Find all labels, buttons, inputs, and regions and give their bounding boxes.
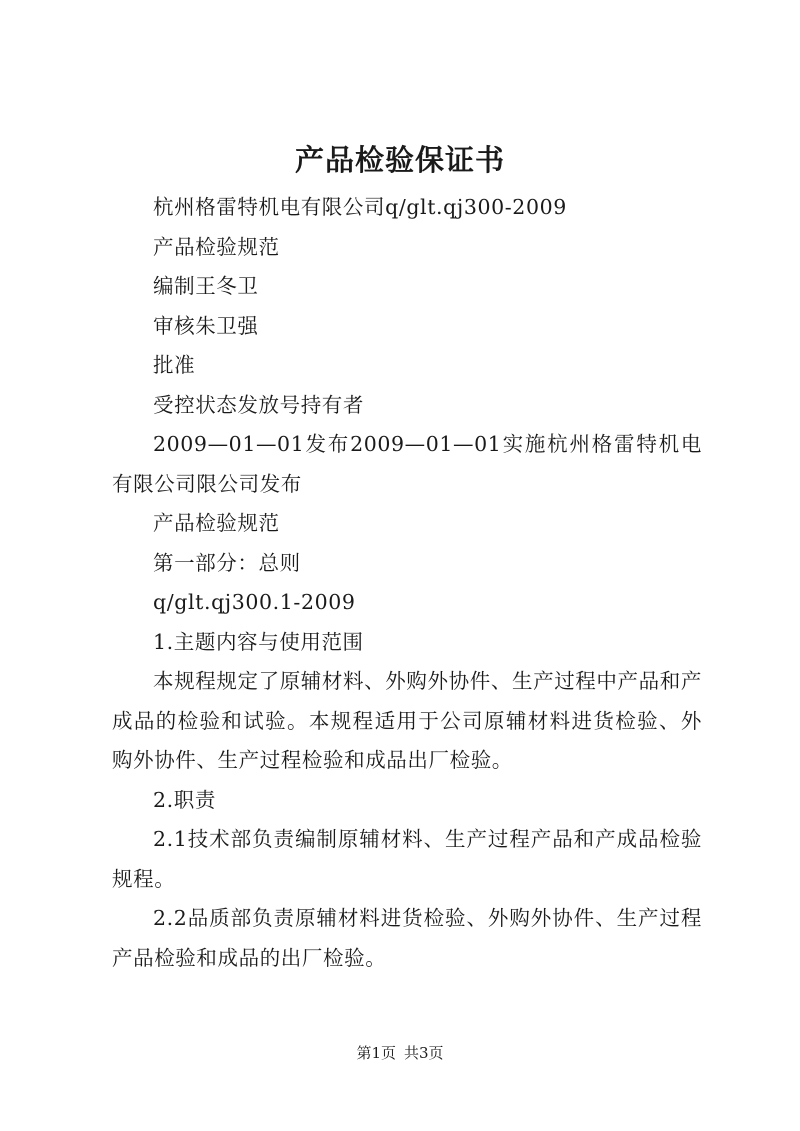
paragraph-control-status: 受控状态发放号持有者 <box>153 392 364 417</box>
paragraph-reviewed-by: 审核朱卫强 <box>153 313 259 338</box>
paragraph-part-one: 第一部分：总则 <box>153 550 301 575</box>
paragraph-part-code: q/glt.qj300.1-2009 <box>153 590 356 614</box>
document-body <box>112 188 702 978</box>
section-heading-duties: 2.职责 <box>153 787 216 812</box>
paragraph-spec-name-2: 产品检验规范 <box>153 511 280 535</box>
page-total: 共3页 <box>404 1044 444 1062</box>
paragraph-spec-name: 产品检验规范 <box>153 234 280 259</box>
document-title: 产品检验保证书 <box>294 143 505 177</box>
paragraph-release-date: 2009—01—01发布2009—01—01实施杭州格雷特机电有限公司限公司发布 <box>112 432 702 496</box>
page-number: 第1页 <box>356 1044 396 1062</box>
page-footer <box>0 1043 800 1063</box>
paragraph-approved-by: 批准 <box>153 353 196 377</box>
section-heading-scope: 1.主题内容与使用范围 <box>153 629 364 654</box>
paragraph-scope-text: 本规程规定了原辅材料、外购外协件、生产过程中产品和产成品的检验和试验。本规程适用于公司原辅材料进货检验、外购外协件、生产过程检验和成品出厂检验。 <box>112 669 702 772</box>
paragraph-company-code: 杭州格雷特机电有限公司q/glt.qj300-2009 <box>153 195 567 219</box>
paragraph-duty-2-2: 2.2品质部负责原辅材料进货检验、外购外协件、生产过程产品检验和成品的出厂检验。 <box>112 906 702 970</box>
paragraph-duty-2-1: 2.1技术部负责编制原辅材料、生产过程产品和产成品检验规程。 <box>112 827 702 891</box>
paragraph-compiled-by: 编制王冬卫 <box>153 274 259 298</box>
